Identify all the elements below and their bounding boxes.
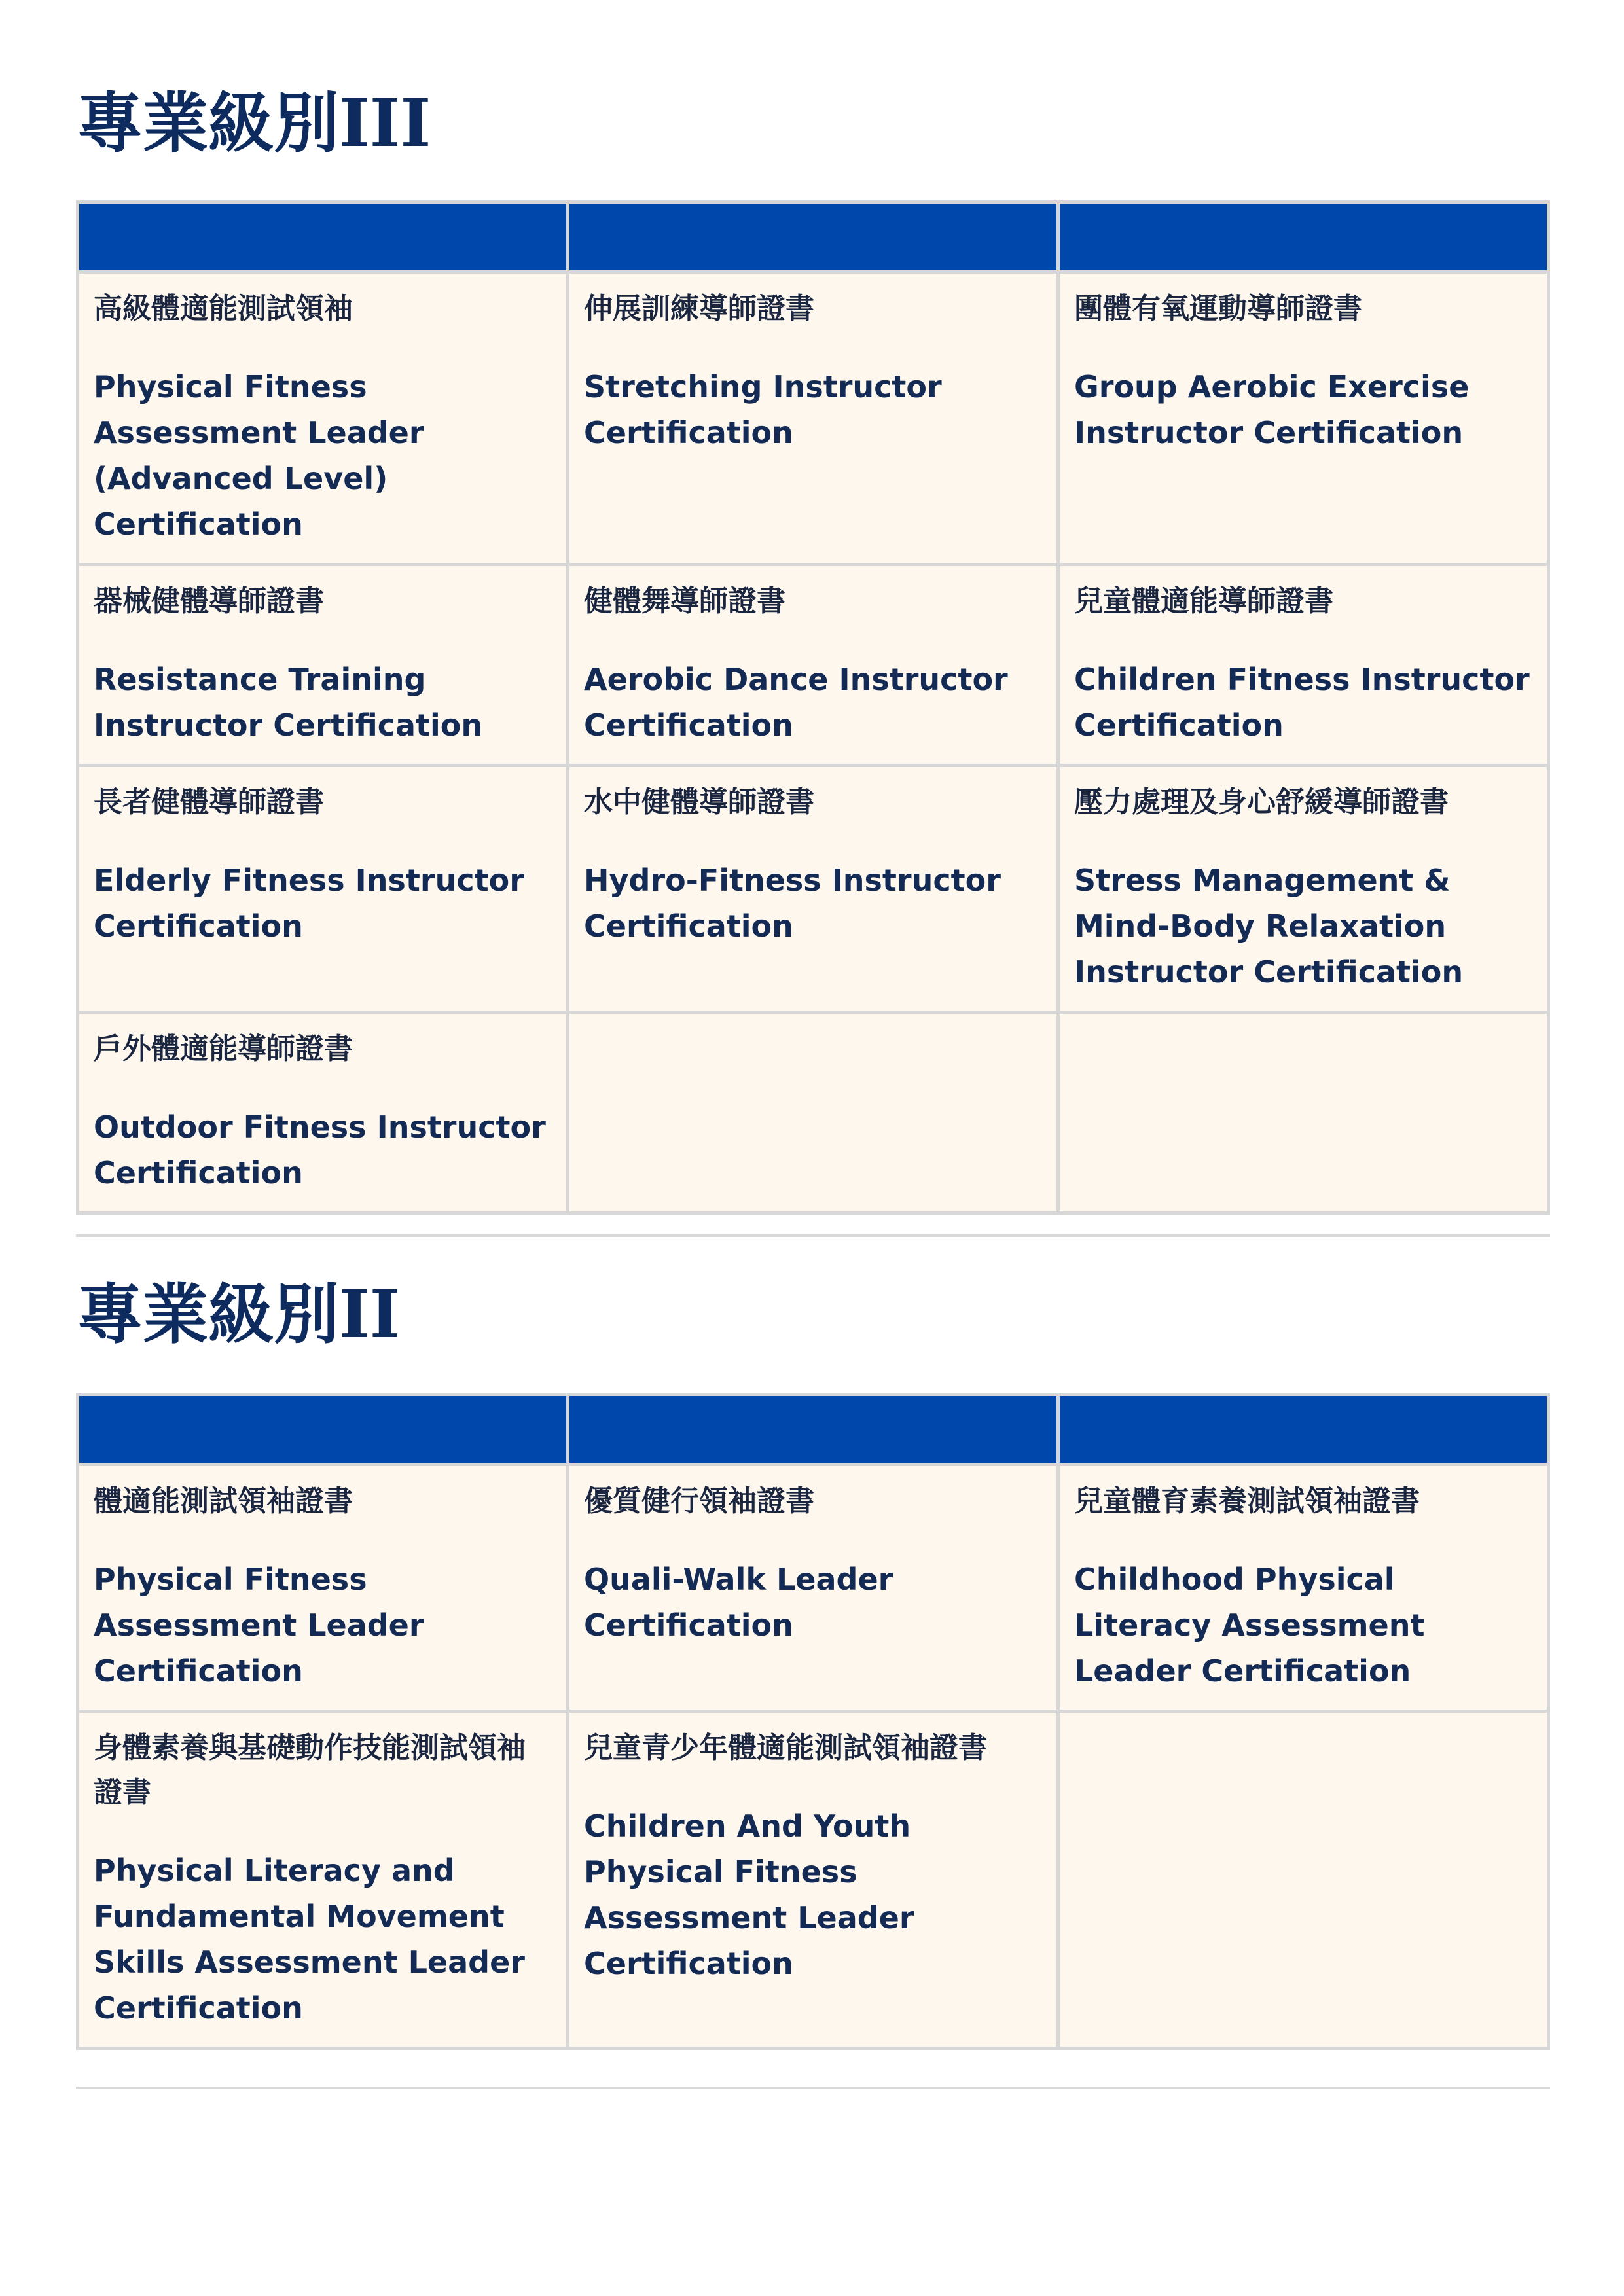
table-row	[78, 1013, 1549, 1213]
certification-cell	[1058, 565, 1549, 766]
certification-name-en: Outdoor Fitness Instructor Certification	[94, 1109, 546, 1191]
certification-name-zh: 健體舞導師證書	[584, 584, 785, 618]
certification-name-en: Resistance Training Instructor Certification	[94, 662, 483, 743]
certification-name-zh: 團體有氧運動導師證書	[1074, 292, 1362, 325]
certification-name-zh: 水中健體導師證書	[584, 785, 814, 819]
certification-cell	[78, 766, 568, 1013]
certification-cell	[568, 1712, 1058, 2049]
certification-name-en: Childhood Physical Literacy Assessment Leader Certification	[1074, 1562, 1425, 1689]
certification-name-en: Physical Literacy and Fundamental Movement Skills Assessment Leader Certification	[94, 1853, 525, 2026]
table-header-row	[78, 202, 1549, 272]
certification-table-level-2	[76, 1393, 1550, 2050]
certification-cell	[568, 1465, 1058, 1712]
certification-name-zh: 優質健行領袖證書	[584, 1484, 814, 1518]
section-divider	[76, 1234, 1550, 1237]
certification-name-en: Stretching Instructor Certification	[584, 369, 942, 450]
certification-name-zh: 戶外體適能導師證書	[94, 1032, 353, 1066]
certification-name-zh: 兒童體適能導師證書	[1074, 584, 1333, 618]
certification-name-en: Children And Youth Physical Fitness Assessment Leader Certification	[584, 1808, 914, 1981]
table-row	[78, 766, 1549, 1013]
table-row	[78, 1712, 1549, 2049]
certification-cell	[78, 272, 568, 565]
empty-cell	[1058, 1013, 1549, 1213]
section-divider	[76, 2087, 1550, 2089]
section-title-level-3: 專業級別III	[77, 84, 431, 162]
table-header-cell	[1058, 202, 1549, 272]
certification-name-en: Elderly Fitness Instructor Certification	[94, 863, 524, 944]
certification-cell	[1058, 272, 1549, 565]
certification-table-level-3	[76, 200, 1550, 1215]
section-title-level-2: 專業級別II	[77, 1276, 401, 1353]
table-header-row	[78, 1395, 1549, 1465]
certification-cell	[78, 565, 568, 766]
certification-cell	[78, 1465, 568, 1712]
certification-name-en: Quali-Walk Leader Certification	[584, 1562, 893, 1643]
certification-name-en: Group Aerobic Exercise Instructor Certification	[1074, 369, 1470, 450]
certification-name-en: Stress Management & Mind-Body Relaxation Instructor Certification	[1074, 863, 1464, 990]
certification-cell	[1058, 766, 1549, 1013]
certification-name-zh: 兒童體育素養測試領袖證書	[1074, 1484, 1420, 1518]
certification-name-en: Physical Fitness Assessment Leader Certification	[94, 1562, 424, 1689]
certification-name-zh: 伸展訓練導師證書	[584, 292, 814, 325]
certification-name-en: Children Fitness Instructor Certification	[1074, 662, 1530, 743]
certification-cell	[568, 565, 1058, 766]
certification-cell	[1058, 1465, 1549, 1712]
certification-cell	[568, 272, 1058, 565]
table-row	[78, 272, 1549, 565]
certification-name-zh: 器械健體導師證書	[94, 584, 324, 618]
certification-name-en: Hydro-Fitness Instructor Certification	[584, 863, 1001, 944]
certification-cell	[78, 1712, 568, 2049]
table-header-cell	[78, 202, 568, 272]
certification-name-zh: 高級體適能測試領袖	[94, 292, 353, 325]
certification-name-zh: 體適能測試領袖證書	[94, 1484, 353, 1518]
table-row	[78, 565, 1549, 766]
table-header-cell	[78, 1395, 568, 1465]
table-row	[78, 1465, 1549, 1712]
certification-cell	[78, 1013, 568, 1213]
certification-name-zh: 壓力處理及身心舒緩導師證書	[1074, 785, 1449, 819]
certification-name-en: Physical Fitness Assessment Leader (Advanced Level) Certification	[94, 369, 424, 542]
certification-name-zh: 長者健體導師證書	[94, 785, 324, 819]
empty-cell	[1058, 1712, 1549, 2049]
certification-name-zh: 兒童青少年體適能測試領袖證書	[584, 1731, 987, 1765]
certification-name-zh: 身體素養與基礎動作技能測試領袖證書	[94, 1731, 526, 1809]
table-header-cell	[1058, 1395, 1549, 1465]
certification-cell	[568, 766, 1058, 1013]
table-header-cell	[568, 1395, 1058, 1465]
certification-name-en: Aerobic Dance Instructor Certification	[584, 662, 1008, 743]
table-header-cell	[568, 202, 1058, 272]
empty-cell	[568, 1013, 1058, 1213]
